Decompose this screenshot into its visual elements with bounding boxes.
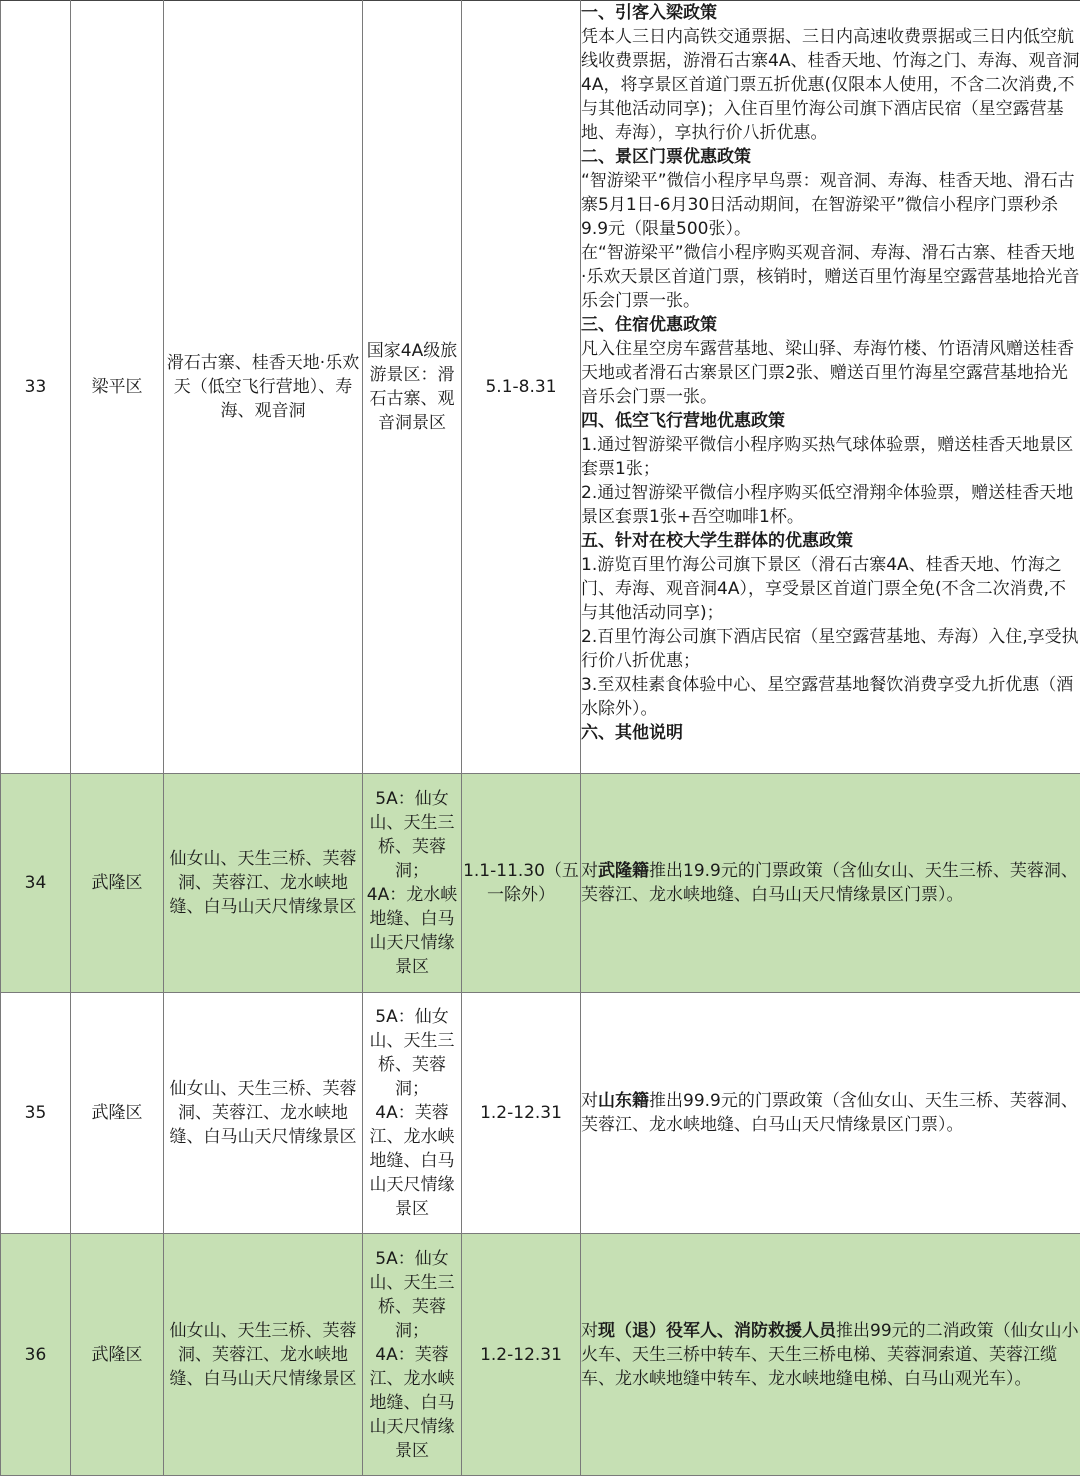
valid-period: 1.1-11.30（五一除外）: [462, 774, 581, 993]
section-paragraph: 1.通过智游梁平微信小程序购买热气球体验票，赠送桂香天地景区套票1张；: [581, 433, 1080, 481]
level-4a: 4A：芙蓉江、龙水峡地缝、白马山天尺情缘景区: [363, 1101, 461, 1221]
section-paragraph: 2.通过智游梁平微信小程序购买低空滑翔伞体验票，赠送桂香天地景区套票1张+吾空咖啡1杯。: [581, 481, 1080, 529]
policy-section-3: [581, 313, 1080, 409]
policy-content: [581, 1, 1080, 774]
scenic-spots: 仙女山、天生三桥、芙蓉洞、芙蓉江、龙水峡地缝、白马山天尺情缘景区: [164, 774, 363, 993]
level-5a: 5A：仙女山、天生三桥、芙蓉洞；: [363, 1005, 461, 1101]
policy-section-2: [581, 145, 1080, 313]
table-row: [1, 1234, 1080, 1476]
scenic-level: [363, 1234, 462, 1476]
row-number: 34: [1, 774, 71, 993]
policy-prefix: 对: [581, 861, 598, 881]
district: 武隆区: [71, 774, 164, 993]
row-number: 35: [1, 993, 71, 1234]
district: 梁平区: [71, 1, 164, 774]
policy-detail: 推出99元的二消政策（仙女山小火车、天生三桥中转车、天生三桥电梯、芙蓉洞索道、芙蓉江缆车、龙水峡地缝中转车、龙水峡地缝电梯、白马山观光车）。: [581, 1321, 1079, 1389]
scenic-spots: 仙女山、天生三桥、芙蓉洞、芙蓉江、龙水峡地缝、白马山天尺情缘景区: [164, 1234, 363, 1476]
policy-section-5: [581, 529, 1080, 721]
policy-section-6: [581, 721, 1080, 745]
policy-target: 现（退）役军人、消防救援人员: [598, 1321, 836, 1341]
row-number: 36: [1, 1234, 71, 1476]
row-number: 33: [1, 1, 71, 774]
policy-target: 武隆籍: [598, 861, 649, 881]
policy-prefix: 对: [581, 1321, 598, 1341]
section-paragraph: 2.百里竹海公司旗下酒店民宿（星空露营基地、寿海）入住,享受执行价八折优惠；: [581, 625, 1080, 673]
section-paragraph: 3.至双桂素食体验中心、星空露营基地餐饮消费享受九折优惠（酒水除外）。: [581, 673, 1080, 721]
policy-content: [581, 774, 1080, 993]
section-title: 四、低空飞行营地优惠政策: [581, 409, 1080, 433]
policy-prefix: 对: [581, 1091, 598, 1111]
valid-period: 1.2-12.31: [462, 1234, 581, 1476]
table-row: [1, 1, 1080, 774]
scenic-spots: 滑石古寨、桂香天地·乐欢天（低空飞行营地）、寿海、观音洞: [164, 1, 363, 774]
section-title: 三、住宿优惠政策: [581, 313, 1080, 337]
scenic-level: [363, 993, 462, 1234]
district: 武隆区: [71, 993, 164, 1234]
table-row: [1, 774, 1080, 993]
section-paragraph: 凭本人三日内高铁交通票据、三日内高速收费票据或三日内低空航线收费票据，游滑石古寨4A、桂香天地、竹海之门、寿海、观音洞4A，将享景区首道门票五折优惠(仅限本人使用，不含二次消费,不与其他活动同享)；入住百里竹海公司旗下酒店民宿（星空露营基地、寿海），享执行价八折优惠。: [581, 25, 1080, 145]
level-4a: 4A：芙蓉江、龙水峡地缝、白马山天尺情缘景区: [363, 1343, 461, 1463]
scenic-spots: 仙女山、天生三桥、芙蓉洞、芙蓉江、龙水峡地缝、白马山天尺情缘景区: [164, 993, 363, 1234]
policy-target: 山东籍: [598, 1091, 649, 1111]
level-5a: 5A：仙女山、天生三桥、芙蓉洞；: [363, 1247, 461, 1343]
level-4a: 4A：龙水峡地缝、白马山天尺情缘景区: [363, 883, 461, 979]
scenic-level: 国家4A级旅游景区：滑石古寨、观音洞景区: [363, 1, 462, 774]
section-title: 一、引客入梁政策: [581, 1, 1080, 25]
table-row: [1, 993, 1080, 1234]
policy-section-1: [581, 1, 1080, 145]
section-title: 二、景区门票优惠政策: [581, 145, 1080, 169]
valid-period: 5.1-8.31: [462, 1, 581, 774]
policy-detail: 推出19.9元的门票政策（含仙女山、天生三桥、芙蓉洞、芙蓉江、龙水峡地缝、白马山天尺情缘景区门票）。: [581, 861, 1078, 905]
section-title: 五、针对在校大学生群体的优惠政策: [581, 529, 1080, 553]
district: 武隆区: [71, 1234, 164, 1476]
valid-period: 1.2-12.31: [462, 993, 581, 1234]
section-title: 六、其他说明: [581, 721, 1080, 745]
scenic-level: [363, 774, 462, 993]
policy-content: [581, 1234, 1080, 1476]
section-paragraph: “智游梁平”微信小程序早鸟票：观音洞、寿海、桂香天地、滑石古寨5月1日-6月30日活动期间，在智游梁平”微信小程序门票秒杀9.9元（限量500张）。: [581, 169, 1080, 241]
policy-content: [581, 993, 1080, 1234]
section-paragraph: 凡入住星空房车露营基地、梁山驿、寿海竹楼、竹语清风赠送桂香天地或者滑石古寨景区门票2张、赠送百里竹海星空露营基地拾光音乐会门票一张。: [581, 337, 1080, 409]
policy-section-4: [581, 409, 1080, 529]
section-paragraph: 1.游览百里竹海公司旗下景区（滑石古寨4A、桂香天地、竹海之门、寿海、观音洞4A），享受景区首道门票全免(不含二次消费,不与其他活动同享)；: [581, 553, 1080, 625]
level-5a: 5A：仙女山、天生三桥、芙蓉洞；: [363, 787, 461, 883]
section-paragraph: 在“智游梁平”微信小程序购买观音洞、寿海、滑石古寨、桂香天地·乐欢天景区首道门票，核销时，赠送百里竹海星空露营基地拾光音乐会门票一张。: [581, 241, 1080, 313]
policy-detail: 推出99.9元的门票政策（含仙女山、天生三桥、芙蓉洞、芙蓉江、龙水峡地缝、白马山天尺情缘景区门票）。: [581, 1091, 1078, 1135]
